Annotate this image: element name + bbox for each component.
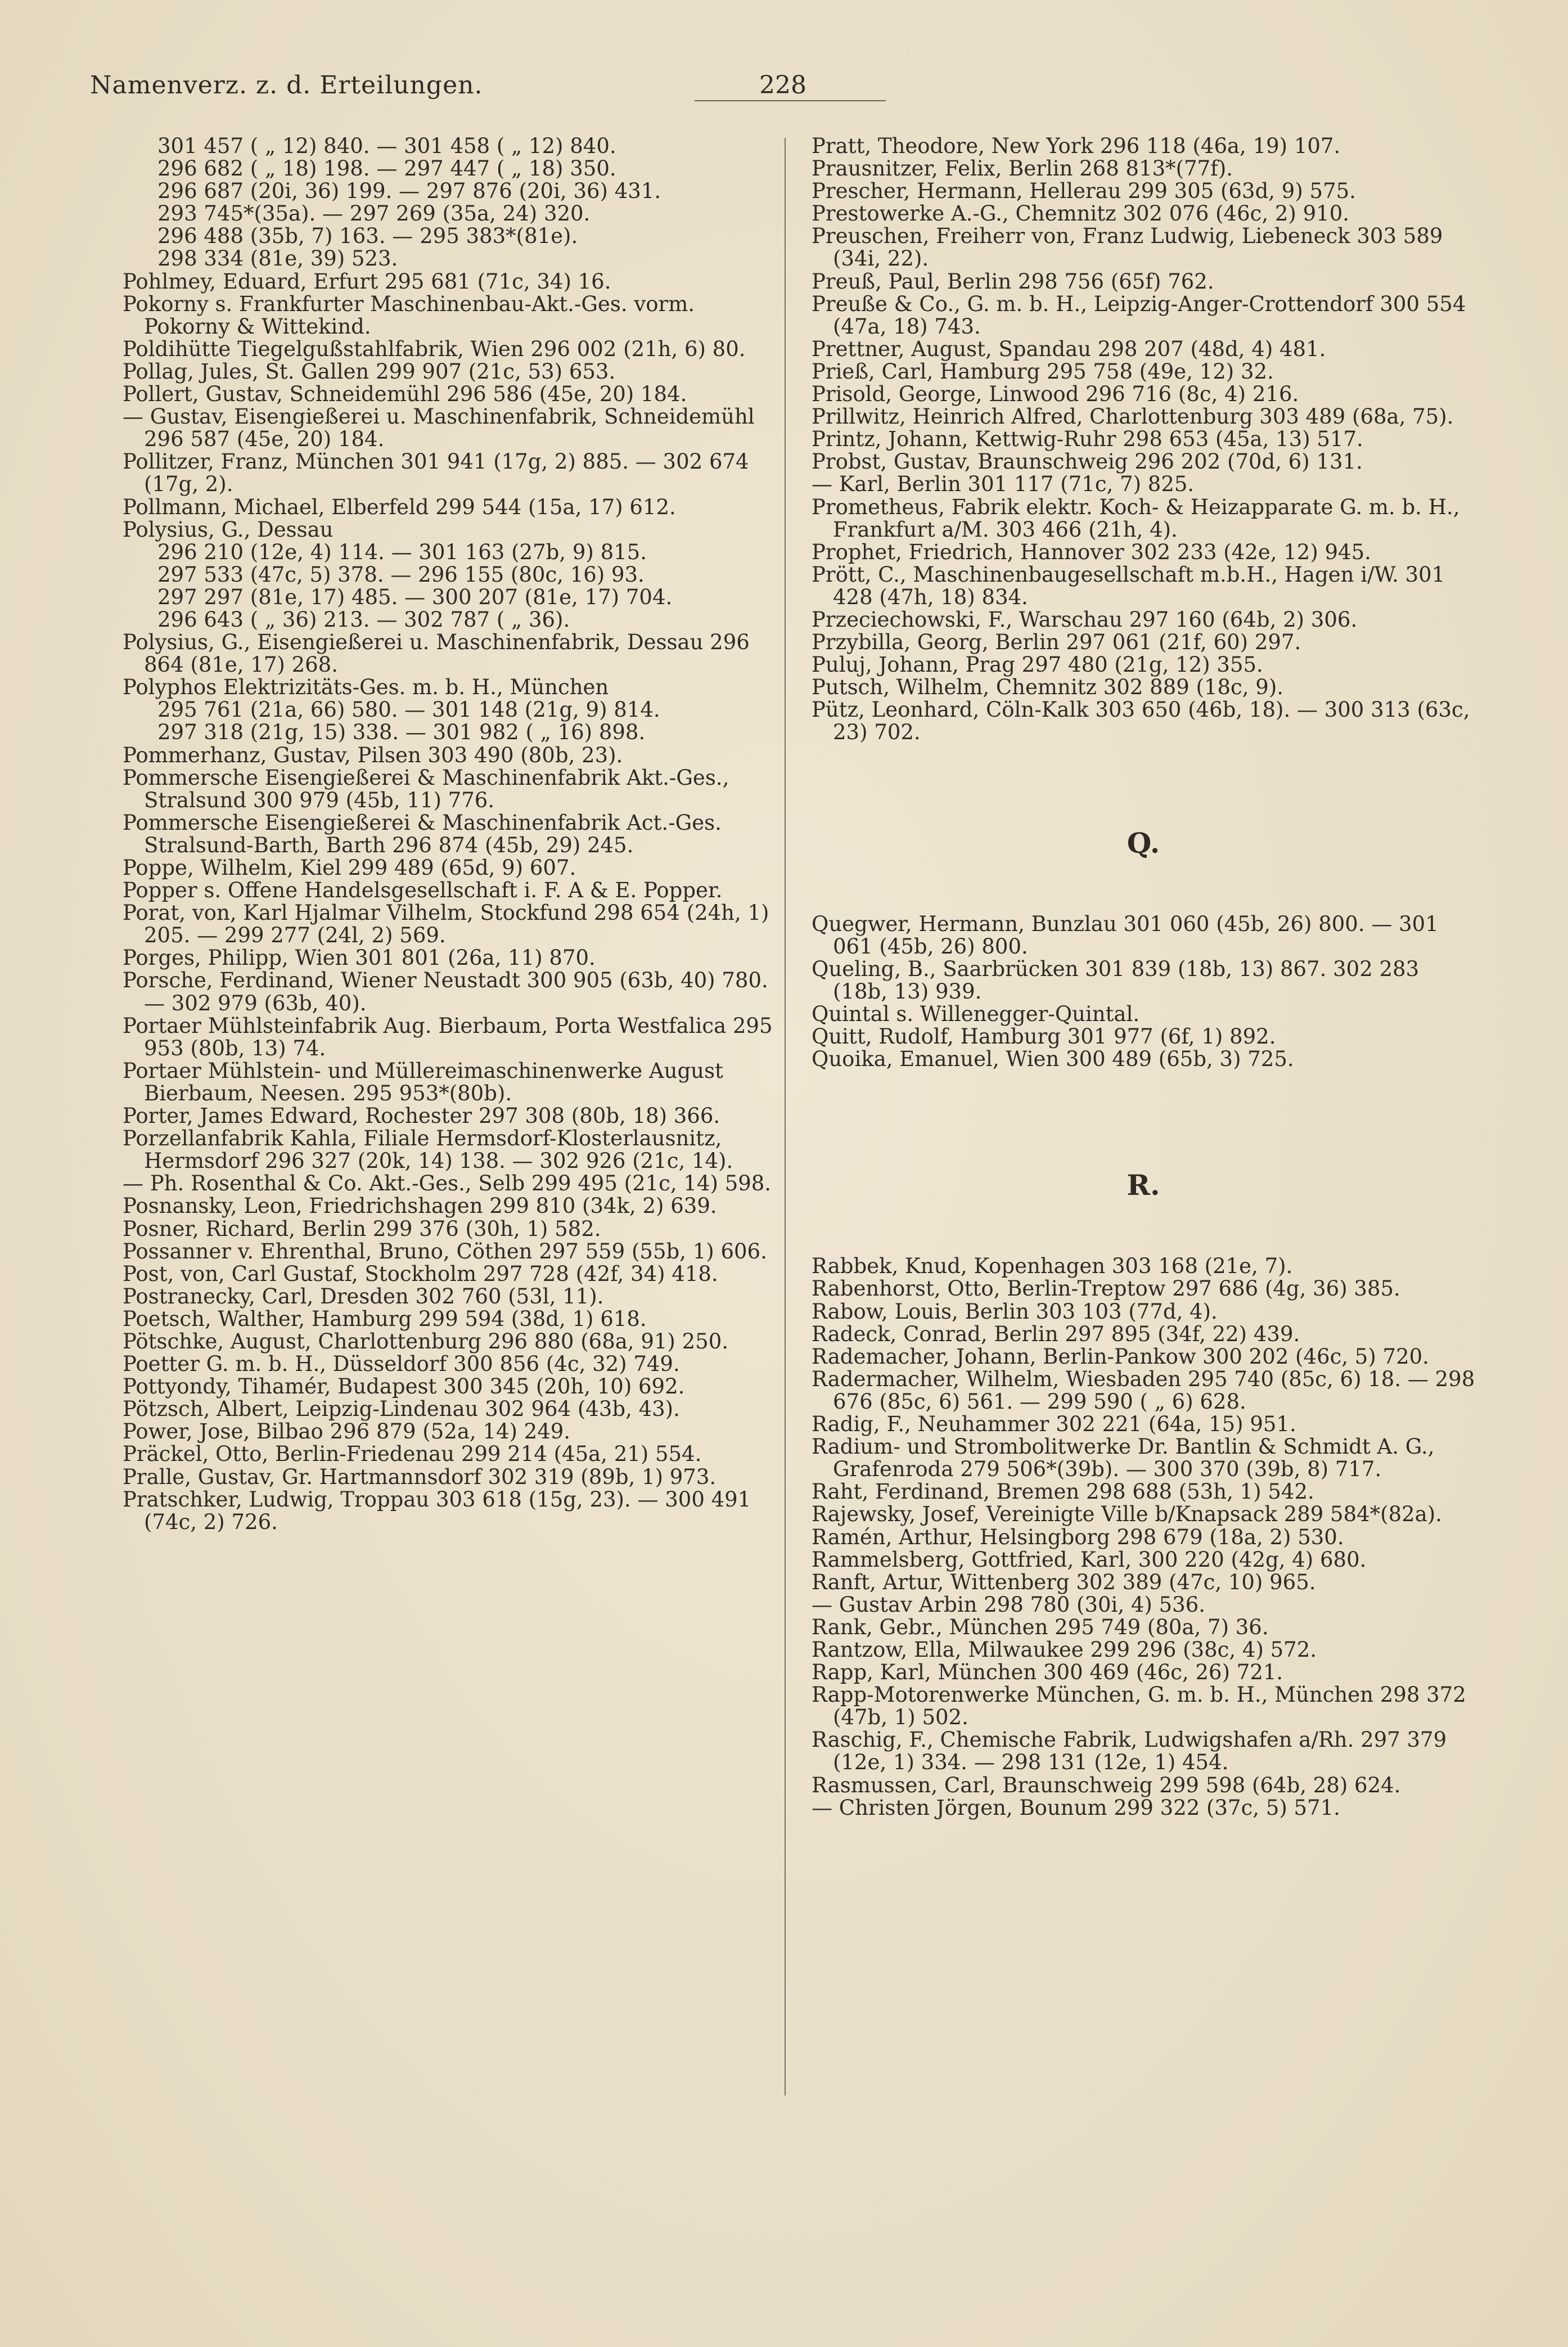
index-entry: Posnansky, Leon, Friedrichshagen 299 810 (34k, 2) 639. — [123, 1194, 717, 1219]
index-entry: Rank, Gebr., München 295 749 (80a, 7) 36. — [812, 1615, 1269, 1639]
index-entry: Power, Jose, Bilbao 296 879 (52a, 14) 249. — [123, 1419, 571, 1444]
index-entry: Rajewsky, Josef, Vereinigte Ville b/Knapsack 289 584*(82a). — [812, 1502, 1442, 1527]
index-entry: Pommerhanz, Gustav, Pilsen 303 490 (80b, 23). — [123, 743, 623, 767]
index-entry: Pokorny s. Frankfurter Maschinenbau-Akt.-Ges. vorm. Pokorny & Wittekind. — [123, 291, 695, 339]
index-entry: Radermacher, Wilhelm, Wiesbaden 295 740 (85c, 6) 18. — 298 676 (85c, 6) 561. — 299 590 ( „ 6) 628. — [812, 1366, 1475, 1414]
index-entry: Porter, James Edward, Rochester 297 308 (80b, 18) 366. — [123, 1104, 720, 1128]
index-entry: Popper s. Offene Handelsgesellschaft i. F. A & E. Popper. — [123, 878, 723, 903]
index-entry: Pommersche Eisengießerei & Maschinenfabrik Act.-Ges. Stralsund-Barth, Barth 296 874 (45b, 29) 245. — [123, 810, 722, 857]
index-entry: Przeciechowski, F., Warschau 297 160 (64b, 2) 306. — [812, 607, 1358, 632]
index-entry: Rabow, Louis, Berlin 303 103 (77d, 4). — [812, 1299, 1218, 1324]
index-entry: Porges, Philipp, Wien 301 801 (26a, 11) 870. — [123, 946, 596, 970]
index-entry: Raht, Ferdinand, Bremen 298 688 (53h, 1) 542. — [812, 1480, 1314, 1504]
index-entry: Prillwitz, Heinrich Alfred, Charlottenburg 303 489 (68a, 75). — [812, 404, 1454, 429]
spacer — [812, 744, 1475, 832]
index-entry: Putsch, Wilhelm, Chemnitz 302 889 (18c, 9). — [812, 675, 1284, 700]
index-entry: Quintal s. Willenegger-Quintal. — [812, 1002, 1140, 1026]
index-entry: Prieß, Carl, Hamburg 295 758 (49e, 12) 32. — [812, 359, 1274, 384]
index-entry-continuation: 297 297 (81e, 17) 485. — 300 207 (81e, 17) 704. — [157, 584, 673, 609]
index-entry: Poppe, Wilhelm, Kiel 299 489 (65d, 9) 607. — [123, 856, 576, 880]
index-entry: Radium- und Strombolitwerke Dr. Bantlin & Schmidt A. G., Grafenroda 279 506*(39b). — 300 370 (39b, 8) 717. — [812, 1435, 1435, 1482]
index-entry: Pratt, Theodore, New York 296 118 (46a, 19) 107. — [812, 134, 1341, 158]
index-entry: Pötzsch, Albert, Leipzig-Lindenau 302 964 (43b, 43). — [123, 1397, 680, 1422]
index-entry: Ramén, Arthur, Helsingborg 298 679 (18a, 2) 530. — [812, 1525, 1344, 1549]
index-entry-continuation: 297 318 (21g, 15) 338. — 301 982 ( „ 16) 898. — [157, 720, 646, 745]
left-column — [123, 135, 786, 1534]
index-entry: Portaer Mühlstein- und Müllereimaschinenwerke August Bierbaum, Neesen. 295 953*(80b). — [123, 1058, 723, 1105]
spacer — [812, 1197, 1475, 1255]
index-entry: Pötschke, August, Charlottenburg 296 880 (68a, 91) 250. — [123, 1329, 728, 1354]
index-entry-continuation: 296 687 (20i, 36) 199. — 297 876 (20i, 36) 431. — [157, 179, 661, 204]
index-entry: Rademacher, Johann, Berlin-Pankow 300 202 (46c, 5) 720. — [812, 1344, 1429, 1369]
index-entry: Ranft, Artur, Wittenberg 302 389 (47c, 10) 965. — [812, 1570, 1316, 1594]
index-entry: Pottyondy, Tihamér, Budapest 300 345 (20h, 10) 692. — [123, 1374, 685, 1399]
index-entry: Polysius, G., Eisengießerei u. Maschinenfabrik, Dessau 296 864 (81e, 17) 268. — [123, 630, 750, 677]
section-heading-r: R. — [1127, 1168, 1160, 1202]
index-entry: Raschig, F., Chemische Fabrik, Ludwigshafen a/Rh. 297 379 (12e, 1) 334. — 298 131 (12e, 1) 454. — [812, 1728, 1447, 1775]
running-head — [90, 66, 832, 117]
index-entry: Pollag, Jules, St. Gallen 299 907 (21c, 53) 653. — [123, 359, 616, 384]
index-entry: Polysius, G., Dessau — [123, 517, 334, 542]
index-entry: Prophet, Friedrich, Hannover 302 233 (42e, 12) 945. — [812, 539, 1371, 564]
index-entry: Pohlmey, Eduard, Erfurt 295 681 (71c, 34) 16. — [123, 269, 611, 294]
section-p-continued — [812, 135, 1475, 744]
section-heading-q: Q. — [1127, 826, 1160, 860]
index-entry: Puluj, Johann, Prag 297 480 (21g, 12) 355. — [812, 653, 1263, 677]
running-title: Namenverz. z. d. Erteilungen. — [90, 71, 483, 100]
index-entry: Rasmussen, Carl, Braunschweig 299 598 (64b, 28) 624. — [812, 1773, 1401, 1797]
header-rule — [695, 100, 886, 101]
section-r — [812, 1255, 1475, 1819]
index-entry: Pütz, Leonhard, Cöln-Kalk 303 650 (46b, 18). — 300 313 (63c, 23) 702. — [812, 698, 1470, 745]
spacer — [812, 855, 1475, 913]
index-entry: Radeck, Conrad, Berlin 297 895 (34f, 22) 439. — [812, 1321, 1300, 1346]
index-entry: — Christen Jörgen, Bounum 299 322 (37c, 5) 571. — [812, 1795, 1340, 1820]
index-entry: Rabbek, Knud, Kopenhagen 303 168 (21e, 7). — [812, 1254, 1293, 1279]
index-entry: Possanner v. Ehrenthal, Bruno, Cöthen 297 559 (55b, 1) 606. — [123, 1239, 767, 1264]
right-column — [812, 135, 1475, 1819]
index-entry: Printz, Johann, Kettwig-Ruhr 298 653 (45a, 13) 517. — [812, 427, 1363, 452]
index-entry: Porat, von, Karl Hjalmar Vilhelm, Stockfund 298 654 (24h, 1) 205. — 299 277 (24l, 2) 569. — [123, 901, 769, 948]
index-entry: Porzellanfabrik Kahla, Filiale Hermsdorf-Klosterlausnitz, Hermsdorf 296 327 (20k, 14) 138. — 302 926 (21c, 14). — [123, 1126, 733, 1173]
index-entry: Rammelsberg, Gottfried, Karl, 300 220 (42g, 4) 680. — [812, 1547, 1367, 1572]
index-entry: Probst, Gustav, Braunschweig 296 202 (70d, 6) 131. — [812, 449, 1363, 474]
index-entry: — Gustav Arbin 298 780 (30i, 4) 536. — [812, 1592, 1206, 1617]
index-entry: Polyphos Elektrizitäts-Ges. m. b. H., München — [123, 675, 609, 700]
index-entry: Poetter G. m. b. H., Düsseldorf 300 856 (4c, 32) 749. — [123, 1352, 680, 1377]
index-entry: Präckel, Otto, Berlin-Friedenau 299 214 (45a, 21) 554. — [123, 1442, 702, 1467]
index-entry-continuation: 296 682 ( „ 18) 198. — 297 447 ( „ 18) 350. — [157, 156, 616, 181]
index-entry: Queling, B., Saarbrücken 301 839 (18b, 13) 867. 302 283 (18b, 13) 939. — [812, 956, 1420, 1004]
index-entry-continuation: 296 488 (35b, 7) 163. — 295 383*(81e). — [157, 224, 578, 249]
index-entry-continuation: 296 210 (12e, 4) 114. — 301 163 (27b, 9) 815. — [157, 539, 647, 564]
index-entry: Posner, Richard, Berlin 299 376 (30h, 1) 582. — [123, 1216, 601, 1241]
index-entry: Prisold, George, Linwood 296 716 (8c, 4) 216. — [812, 382, 1299, 407]
index-entry: Prescher, Hermann, Hellerau 299 305 (63d, 9) 575. — [812, 179, 1356, 204]
index-entry: — Ph. Rosenthal & Co. Akt.-Ges., Selb 299 495 (21c, 14) 598. — [123, 1171, 772, 1196]
index-entry-continuation: 301 457 ( „ 12) 840. — 301 458 ( „ 12) 840. — [157, 134, 616, 158]
index-entry: Pollmann, Michael, Elberfeld 299 544 (15a, 17) 612. — [123, 494, 676, 519]
index-entry: Portaer Mühlsteinfabrik Aug. Bierbaum, Porta Westfalica 295 953 (80b, 13) 74. — [123, 1013, 773, 1060]
section-q — [812, 913, 1475, 1071]
index-entry: Quitt, Rudolf, Hamburg 301 977 (6f, 1) 892. — [812, 1024, 1276, 1049]
index-entry: — Gustav, Eisengießerei u. Maschinenfabrik, Schneidemühl 296 587 (45e, 20) 184. — [123, 404, 755, 452]
index-entry: Rabenhorst, Otto, Berlin-Treptow 297 686 (4g, 36) 385. — [812, 1276, 1400, 1301]
index-entry: Rapp, Karl, München 300 469 (46c, 26) 721. — [812, 1660, 1283, 1685]
index-entry: Pollitzer, Franz, München 301 941 (17g, 2) 885. — 302 674 (17g, 2). — [123, 449, 749, 497]
index-entry-continuation: 298 334 (81e, 39) 523. — [157, 246, 398, 271]
index-entry: Prestowerke A.-G., Chemnitz 302 076 (46c, 2) 910. — [812, 201, 1350, 226]
index-entry: Pommersche Eisengießerei & Maschinenfabrik Akt.-Ges., Stralsund 300 979 (45b, 11) 776. — [123, 765, 729, 812]
index-entry-continuation: 293 745*(35a). — 297 269 (35a, 24) 320. — [157, 201, 591, 226]
index-entry: Post, von, Carl Gustaf, Stockholm 297 728 (42f, 34) 418. — [123, 1261, 718, 1286]
index-entry: Pralle, Gustav, Gr. Hartmannsdorf 302 319 (89b, 1) 973. — [123, 1464, 717, 1489]
index-entry: Quoika, Emanuel, Wien 300 489 (65b, 3) 725. — [812, 1047, 1294, 1072]
index-entry: Przybilla, Georg, Berlin 297 061 (21f, 60) 297. — [812, 630, 1301, 655]
index-entry: Postranecky, Carl, Dresden 302 760 (53l, 11). — [123, 1284, 604, 1309]
page-number: 228 — [759, 71, 806, 100]
index-entry-continuation: 295 761 (21a, 66) 580. — 301 148 (21g, 9) 814. — [157, 698, 660, 722]
index-entry: Prött, C., Maschinenbaugesellschaft m.b.H., Hagen i/W. 301 428 (47h, 18) 834. — [812, 562, 1445, 609]
index-entry-continuation: 296 643 ( „ 36) 213. — 302 787 ( „ 36). — [157, 607, 570, 632]
index-entry: Preuße & Co., G. m. b. H., Leipzig-Anger-Crottendorf 300 554 (47a, 18) 743. — [812, 291, 1466, 339]
index-entry: Preuß, Paul, Berlin 298 756 (65f) 762. — [812, 269, 1214, 294]
column-divider — [785, 138, 786, 2096]
index-entry: Pollert, Gustav, Schneidemühl 296 586 (45e, 20) 184. — [123, 382, 687, 407]
index-entry: Prometheus, Fabrik elektr. Koch- & Heizapparate G. m. b. H., Frankfurt a/M. 303 466 (21h, 4). — [812, 494, 1460, 542]
index-entry: Poldihütte Tiegelgußstahlfabrik, Wien 296 002 (21h, 6) 80. — [123, 336, 746, 361]
index-entry: Prettner, August, Spandau 298 207 (48d, 4) 481. — [812, 336, 1326, 361]
spacer — [812, 1071, 1475, 1174]
index-entry: Radig, F., Neuhammer 302 221 (64a, 15) 951. — [812, 1412, 1296, 1437]
index-entry: Porsche, Ferdinand, Wiener Neustadt 300 905 (63b, 40) 780. — 302 979 (63b, 40). — [123, 968, 768, 1015]
index-entry-continuation: 297 533 (47c, 5) 378. — 296 155 (80c, 16) 93. — [157, 562, 645, 587]
index-entry: Rantzow, Ella, Milwaukee 299 296 (38c, 4) 572. — [812, 1637, 1317, 1662]
index-entry: Prausnitzer, Felix, Berlin 268 813*(77f). — [812, 156, 1233, 181]
index-entry: Quegwer, Hermann, Bunzlau 301 060 (45b, 26) 800. — 301 061 (45b, 26) 800. — [812, 911, 1439, 959]
index-entry: — Karl, Berlin 301 117 (71c, 7) 825. — [812, 472, 1195, 497]
index-entry: Poetsch, Walther, Hamburg 299 594 (38d, 1) 618. — [123, 1306, 647, 1331]
index-entry: Rapp-Motorenwerke München, G. m. b. H., München 298 372 (47b, 1) 502. — [812, 1683, 1466, 1730]
index-entry: Preuschen, Freiherr von, Franz Ludwig, Liebeneck 303 589 (34i, 22). — [812, 224, 1443, 271]
index-entry: Pratschker, Ludwig, Troppau 303 618 (15g, 23). — 300 491 (74c, 2) 726. — [123, 1487, 751, 1534]
